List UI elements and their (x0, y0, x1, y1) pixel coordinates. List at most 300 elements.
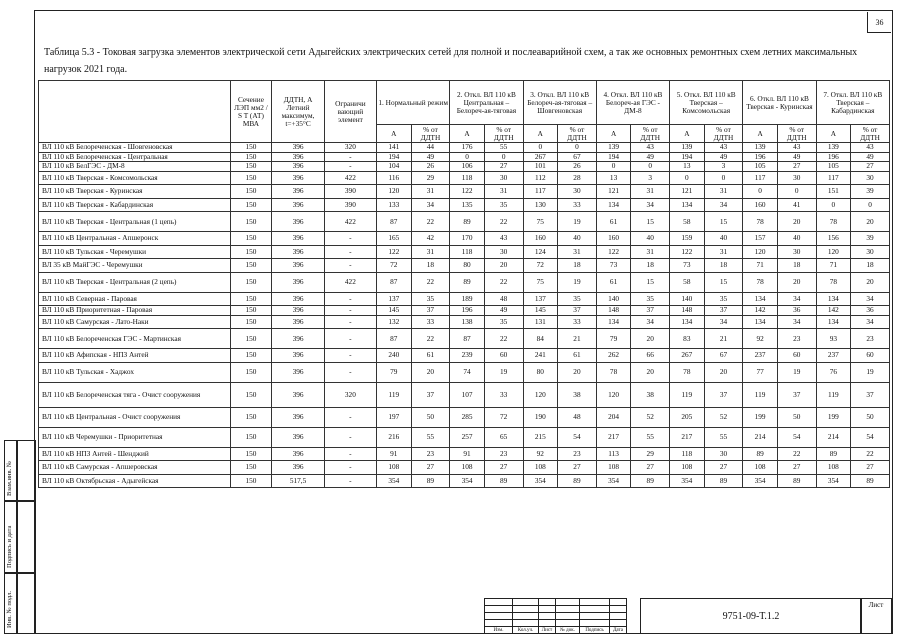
percent-cell: 54 (558, 427, 597, 447)
amps-cell: 108 (670, 461, 705, 475)
amps-cell: 0 (450, 152, 485, 162)
percent-cell: 52 (704, 407, 743, 427)
percent-cell: 3 (704, 162, 743, 172)
table-row (39, 306, 890, 316)
percent-cell: 15 (704, 212, 743, 232)
section-cell: 150 (230, 162, 272, 172)
ddtn-cell: 396 (272, 212, 324, 232)
stamp-cell (513, 599, 539, 606)
header-amps: А (377, 125, 412, 143)
table-row (39, 474, 890, 488)
limiting-cell: - (324, 474, 376, 488)
amps-cell: 122 (450, 185, 485, 199)
percent-cell: 31 (631, 245, 670, 259)
amps-cell: 134 (670, 315, 705, 329)
amps-cell: 105 (743, 162, 778, 172)
section-cell: 150 (230, 362, 272, 382)
line-name: ВЛ 110 кВ Тульская - Хаджох (39, 362, 231, 382)
limiting-cell: - (324, 292, 376, 306)
amps-cell: 134 (816, 292, 851, 306)
section-cell: 150 (230, 447, 272, 461)
stamp-cell (610, 620, 627, 627)
table-row (39, 259, 890, 273)
percent-cell: 65 (484, 427, 523, 447)
line-name: ВЛ 110 кВ Тверская - Кабардинская (39, 198, 231, 212)
amps-cell: 237 (743, 349, 778, 363)
amps-cell: 285 (450, 407, 485, 427)
stamp-cell (610, 613, 627, 620)
percent-cell: 43 (484, 232, 523, 246)
percent-cell: 22 (484, 272, 523, 292)
amps-cell: 139 (743, 143, 778, 153)
header-amps: А (816, 125, 851, 143)
percent-cell: 39 (851, 232, 890, 246)
section-cell: 150 (230, 259, 272, 273)
stamp-cell (580, 606, 610, 613)
percent-cell: 31 (704, 185, 743, 199)
header-section: Сечение ЛЭП мм2 / S T (АТ) МВА (230, 81, 272, 143)
percent-cell: 35 (484, 315, 523, 329)
percent-cell: 28 (558, 171, 597, 185)
amps-cell: 131 (523, 315, 558, 329)
section-cell: 150 (230, 232, 272, 246)
stamp-cell (513, 620, 539, 627)
percent-cell: 37 (704, 382, 743, 407)
percent-cell: 60 (777, 349, 816, 363)
amps-cell: 117 (523, 185, 558, 199)
limiting-cell: - (324, 362, 376, 382)
percent-cell: 0 (704, 171, 743, 185)
stamp-row (485, 613, 627, 620)
percent-cell: 38 (631, 382, 670, 407)
amps-cell: 0 (816, 198, 851, 212)
percent-cell: 43 (851, 143, 890, 153)
amps-cell: 119 (377, 382, 412, 407)
amps-cell: 134 (596, 315, 631, 329)
amps-cell: 119 (743, 382, 778, 407)
line-name: ВЛ 110 кВ Белореченская - Центральная (39, 152, 231, 162)
table-row (39, 143, 890, 153)
percent-cell: 67 (558, 152, 597, 162)
stamp-cell (485, 599, 513, 606)
header-mode: 2. Откл. ВЛ 110 кВ Центральная – Белореч-ая-тяговая (450, 81, 523, 125)
stamp-label: № док. (556, 627, 580, 634)
stamp-row (485, 599, 627, 606)
load-table (38, 80, 890, 488)
amps-cell: 78 (816, 212, 851, 232)
percent-cell: 41 (777, 198, 816, 212)
percent-cell: 27 (484, 162, 523, 172)
amps-cell: 89 (816, 447, 851, 461)
percent-cell: 35 (631, 292, 670, 306)
percent-cell: 35 (704, 292, 743, 306)
percent-cell: 34 (631, 315, 670, 329)
percent-cell: 36 (777, 306, 816, 316)
ddtn-cell: 396 (272, 382, 324, 407)
amps-cell: 118 (670, 447, 705, 461)
amps-cell: 194 (670, 152, 705, 162)
percent-cell: 34 (631, 198, 670, 212)
ddtn-cell: 396 (272, 259, 324, 273)
line-name: ВЛ 110 кВ БелГЭС - ДМ-8 (39, 162, 231, 172)
percent-cell: 35 (558, 292, 597, 306)
line-name: ВЛ 110 кВ Самурская - Лато-Наки (39, 315, 231, 329)
amps-cell: 148 (596, 306, 631, 316)
line-name: ВЛ 110 кВ Афипская - НПЗ Антей (39, 349, 231, 363)
amps-cell: 137 (377, 292, 412, 306)
percent-cell: 30 (484, 171, 523, 185)
amps-cell: 91 (377, 447, 412, 461)
amps-cell: 87 (377, 272, 412, 292)
side-value-cell (16, 500, 36, 574)
amps-cell: 194 (596, 152, 631, 162)
amps-cell: 101 (523, 162, 558, 172)
percent-cell: 15 (631, 212, 670, 232)
amps-cell: 0 (523, 143, 558, 153)
table-row (39, 349, 890, 363)
stamp-cell (610, 599, 627, 606)
header-mode: 7. Откл. ВЛ 110 кВ Тверская – Кабардинская (816, 81, 889, 125)
amps-cell: 130 (523, 198, 558, 212)
percent-cell: 20 (777, 212, 816, 232)
percent-cell: 30 (851, 245, 890, 259)
amps-cell: 112 (523, 171, 558, 185)
percent-cell: 23 (851, 329, 890, 349)
header-mode: 1. Нормальный режим (377, 81, 450, 125)
side-value-cell (16, 572, 36, 634)
amps-cell: 145 (377, 306, 412, 316)
percent-cell: 50 (411, 407, 450, 427)
stamp-cell (580, 599, 610, 606)
amps-cell: 142 (816, 306, 851, 316)
percent-cell: 30 (777, 245, 816, 259)
table-row (39, 171, 890, 185)
percent-cell: 23 (777, 329, 816, 349)
amps-cell: 78 (816, 272, 851, 292)
amps-cell: 142 (743, 306, 778, 316)
line-name: ВЛ 110 кВ Приоритетная - Паровая (39, 306, 231, 316)
ddtn-cell: 396 (272, 272, 324, 292)
percent-cell: 49 (631, 152, 670, 162)
percent-cell: 33 (558, 198, 597, 212)
percent-cell: 48 (558, 407, 597, 427)
percent-cell: 30 (704, 447, 743, 461)
amps-cell: 139 (596, 143, 631, 153)
sheet-label: Лист (868, 601, 884, 609)
ddtn-cell: 396 (272, 198, 324, 212)
amps-cell: 194 (377, 152, 412, 162)
table-row (39, 427, 890, 447)
stamp-label: Изм. (485, 627, 513, 634)
amps-cell: 108 (377, 461, 412, 475)
stamp-cell (485, 613, 513, 620)
ddtn-cell: 517,5 (272, 474, 324, 488)
percent-cell: 29 (411, 171, 450, 185)
percent-cell: 0 (777, 185, 816, 199)
line-name: ВЛ 110 кВ Тульская - Черемушки (39, 245, 231, 259)
stamp-cell (539, 613, 556, 620)
amps-cell: 145 (523, 306, 558, 316)
amps-cell: 354 (523, 474, 558, 488)
ddtn-cell: 396 (272, 245, 324, 259)
stamp-row (485, 606, 627, 613)
percent-cell: 29 (631, 447, 670, 461)
limiting-cell: - (324, 162, 376, 172)
stamp-cell (513, 613, 539, 620)
limiting-cell: - (324, 427, 376, 447)
percent-cell: 22 (851, 447, 890, 461)
amps-cell: 91 (450, 447, 485, 461)
percent-cell: 34 (851, 315, 890, 329)
amps-cell: 116 (377, 171, 412, 185)
percent-cell: 37 (631, 306, 670, 316)
percent-cell: 18 (411, 259, 450, 273)
section-cell: 150 (230, 306, 272, 316)
stamp-cell (556, 599, 580, 606)
table-row (39, 152, 890, 162)
header-limiting: Ограничи вающий элемент (324, 81, 376, 143)
amps-cell: 106 (450, 162, 485, 172)
amps-cell: 196 (816, 152, 851, 162)
section-cell: 150 (230, 315, 272, 329)
stamp-label: Лист (539, 627, 556, 634)
amps-cell: 137 (523, 292, 558, 306)
line-name: ВЛ 110 кВ Тверская - Центральная (1 цепь) (39, 212, 231, 232)
amps-cell: 135 (450, 198, 485, 212)
amps-cell: 89 (450, 212, 485, 232)
amps-cell: 61 (596, 212, 631, 232)
amps-cell: 119 (816, 382, 851, 407)
amps-cell: 237 (816, 349, 851, 363)
percent-cell: 22 (411, 329, 450, 349)
amps-cell: 0 (670, 171, 705, 185)
amps-cell: 124 (523, 245, 558, 259)
header-percent: % от ДДТН (851, 125, 890, 143)
percent-cell: 36 (851, 306, 890, 316)
percent-cell: 19 (558, 212, 597, 232)
percent-cell: 33 (411, 315, 450, 329)
ddtn-cell: 396 (272, 362, 324, 382)
amps-cell: 72 (377, 259, 412, 273)
amps-cell: 108 (743, 461, 778, 475)
amps-cell: 199 (816, 407, 851, 427)
amps-cell: 160 (596, 232, 631, 246)
amps-cell: 61 (596, 272, 631, 292)
header-ddtn: ДДТН, А Летний максимум, t=+35°С (272, 81, 324, 143)
percent-cell: 15 (704, 272, 743, 292)
amps-cell: 134 (670, 198, 705, 212)
table-row (39, 232, 890, 246)
ddtn-cell: 396 (272, 407, 324, 427)
percent-cell: 89 (851, 474, 890, 488)
ddtn-cell: 396 (272, 447, 324, 461)
line-name: ВЛ 110 кВ Центральная - Очист сооружения (39, 407, 231, 427)
amps-cell: 157 (743, 232, 778, 246)
stamp-cell (513, 606, 539, 613)
percent-cell: 20 (558, 362, 597, 382)
amps-cell: 214 (816, 427, 851, 447)
stamp-row (485, 620, 627, 627)
ddtn-cell: 396 (272, 349, 324, 363)
amps-cell: 92 (743, 329, 778, 349)
percent-cell: 89 (484, 474, 523, 488)
amps-cell: 134 (596, 198, 631, 212)
amps-cell: 58 (670, 272, 705, 292)
side-value-cell (16, 440, 36, 502)
section-cell: 150 (230, 212, 272, 232)
percent-cell: 40 (558, 232, 597, 246)
amps-cell: 196 (450, 306, 485, 316)
header-blank (39, 81, 231, 143)
amps-cell: 134 (743, 315, 778, 329)
amps-cell: 122 (670, 245, 705, 259)
side-label: Инв. № подл. (6, 590, 13, 628)
percent-cell: 27 (851, 461, 890, 475)
amps-cell: 120 (596, 382, 631, 407)
amps-cell: 139 (816, 143, 851, 153)
amps-cell: 120 (816, 245, 851, 259)
limiting-cell: - (324, 407, 376, 427)
amps-cell: 78 (743, 272, 778, 292)
amps-cell: 148 (670, 306, 705, 316)
amps-cell: 58 (670, 212, 705, 232)
section-cell: 150 (230, 152, 272, 162)
percent-cell: 55 (484, 143, 523, 153)
percent-cell: 37 (558, 306, 597, 316)
stamp-cell (485, 620, 513, 627)
amps-cell: 354 (816, 474, 851, 488)
amps-cell: 140 (670, 292, 705, 306)
side-stamp (4, 440, 34, 632)
stamp-cell (580, 620, 610, 627)
limiting-cell: 320 (324, 382, 376, 407)
limiting-cell: 422 (324, 171, 376, 185)
limiting-cell: 422 (324, 212, 376, 232)
stamp-cell (539, 620, 556, 627)
percent-cell: 43 (631, 143, 670, 153)
percent-cell: 34 (704, 198, 743, 212)
amps-cell: 117 (743, 171, 778, 185)
percent-cell: 21 (558, 329, 597, 349)
percent-cell: 34 (851, 292, 890, 306)
percent-cell: 44 (411, 143, 450, 153)
amps-cell: 354 (450, 474, 485, 488)
amps-cell: 75 (523, 272, 558, 292)
line-name: ВЛ 35 кВ МайГЭС - Черемушки (39, 259, 231, 273)
percent-cell: 33 (484, 382, 523, 407)
line-name: ВЛ 110 кВ Черемушки - Приоритетная (39, 427, 231, 447)
limiting-cell: - (324, 152, 376, 162)
table-row (39, 292, 890, 306)
amps-cell: 262 (596, 349, 631, 363)
header-percent: % от ДДТН (704, 125, 743, 143)
percent-cell: 22 (484, 212, 523, 232)
amps-cell: 199 (743, 407, 778, 427)
amps-cell: 205 (670, 407, 705, 427)
percent-cell: 31 (558, 245, 597, 259)
percent-cell: 18 (558, 259, 597, 273)
percent-cell: 30 (484, 245, 523, 259)
ddtn-cell: 396 (272, 306, 324, 316)
page-number: 36 (867, 12, 891, 33)
percent-cell: 30 (851, 171, 890, 185)
amps-cell: 267 (670, 349, 705, 363)
limiting-cell: - (324, 447, 376, 461)
header-mode: 3. Откл. ВЛ 110 кВ Белореч-ая-тяговая – Шовгеновская (523, 81, 596, 125)
limiting-cell: 320 (324, 143, 376, 153)
section-cell: 150 (230, 382, 272, 407)
amps-cell: 134 (816, 315, 851, 329)
amps-cell: 0 (743, 185, 778, 199)
percent-cell: 19 (558, 272, 597, 292)
amps-cell: 160 (523, 232, 558, 246)
amps-cell: 240 (377, 349, 412, 363)
amps-cell: 76 (816, 362, 851, 382)
amps-cell: 354 (670, 474, 705, 488)
section-cell: 150 (230, 292, 272, 306)
stamp-cell (556, 620, 580, 627)
ddtn-cell: 396 (272, 461, 324, 475)
percent-cell: 20 (704, 362, 743, 382)
ddtn-cell: 396 (272, 427, 324, 447)
header-amps: А (523, 125, 558, 143)
amps-cell: 80 (450, 259, 485, 273)
section-cell: 150 (230, 198, 272, 212)
section-cell: 150 (230, 407, 272, 427)
percent-cell: 26 (411, 162, 450, 172)
header-percent: % от ДДТН (777, 125, 816, 143)
percent-cell: 54 (851, 427, 890, 447)
amps-cell: 257 (450, 427, 485, 447)
stamp-cell (610, 606, 627, 613)
ddtn-cell: 396 (272, 232, 324, 246)
amps-cell: 71 (816, 259, 851, 273)
percent-cell: 52 (631, 407, 670, 427)
percent-cell: 89 (631, 474, 670, 488)
amps-cell: 354 (743, 474, 778, 488)
percent-cell: 72 (484, 407, 523, 427)
line-name: ВЛ 110 кВ Центральная - Апшеронск (39, 232, 231, 246)
amps-cell: 78 (670, 362, 705, 382)
table-row (39, 329, 890, 349)
percent-cell: 20 (631, 362, 670, 382)
amps-cell: 239 (450, 349, 485, 363)
limiting-cell: 390 (324, 185, 376, 199)
percent-cell: 31 (411, 245, 450, 259)
percent-cell: 37 (411, 306, 450, 316)
table-row (39, 447, 890, 461)
percent-cell: 22 (484, 329, 523, 349)
ddtn-cell: 396 (272, 162, 324, 172)
amps-cell: 140 (596, 292, 631, 306)
amps-cell: 79 (596, 329, 631, 349)
percent-cell: 34 (411, 198, 450, 212)
percent-cell: 50 (777, 407, 816, 427)
ddtn-cell: 396 (272, 171, 324, 185)
percent-cell: 15 (631, 272, 670, 292)
amps-cell: 189 (450, 292, 485, 306)
percent-cell: 39 (851, 185, 890, 199)
percent-cell: 31 (411, 185, 450, 199)
amps-cell: 13 (670, 162, 705, 172)
limiting-cell: - (324, 306, 376, 316)
percent-cell: 27 (631, 461, 670, 475)
stamp-cell (539, 599, 556, 606)
amps-cell: 84 (523, 329, 558, 349)
percent-cell: 89 (777, 474, 816, 488)
percent-cell: 19 (851, 362, 890, 382)
percent-cell: 30 (777, 171, 816, 185)
